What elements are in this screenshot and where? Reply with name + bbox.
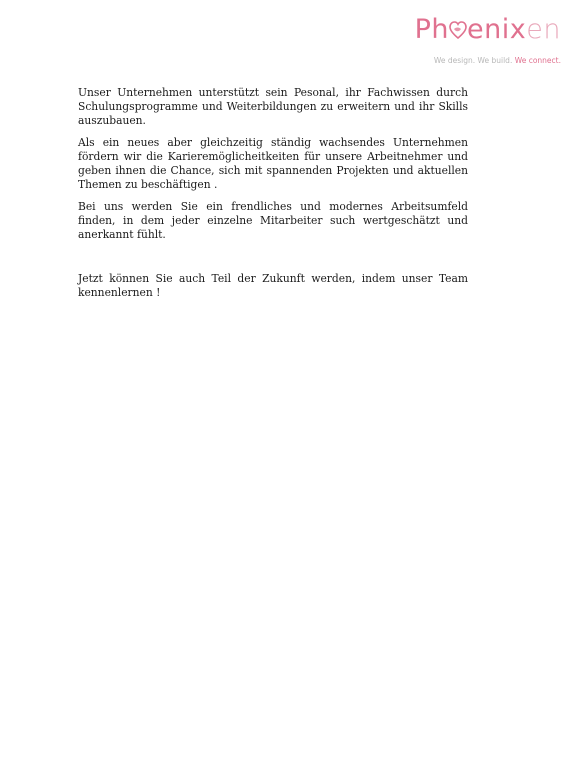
- logo-part-ph: Ph: [414, 14, 450, 45]
- logo-part-en: en: [526, 14, 561, 45]
- document-body: [78, 86, 468, 308]
- tagline-grey: We design. We build.: [433, 56, 513, 65]
- heart-leaf-icon: [449, 16, 467, 36]
- company-logo: [411, 14, 561, 65]
- paragraph-training: Unser Unternehmen unterstützt sein Pesonal, ihr Fachwissen durch Schulungsprogramme und Weiterbildungen zu erweitern und ihr Skills auszubauen.: [78, 86, 468, 127]
- paragraph-career: Als ein neues aber gleichzeitig ständig wachsendes Unternehmen fördern wir die Karieremöglicheitkeiten für unsere Arbeitnehmer und geben ihnen die Chance, sich mit spannenden Projekten und aktuellen Themen zu beschäftigen .: [78, 136, 468, 191]
- logo-part-enix: enix: [467, 14, 527, 45]
- paragraph-workplace: Bei uns werden Sie ein frendliches und modernes Arbeitsumfeld finden, in dem jeder einzelne Mitarbeiter such wertgeschätzt und anerkannt fühlt.: [78, 200, 468, 241]
- logo-wordmark: [411, 14, 561, 46]
- tagline-pink: We connect.: [514, 56, 561, 65]
- paragraph-call-to-action: Jetzt können Sie auch Teil der Zukunft werden, indem unser Team kennenlernen !: [78, 272, 468, 299]
- logo-tagline: [411, 56, 561, 65]
